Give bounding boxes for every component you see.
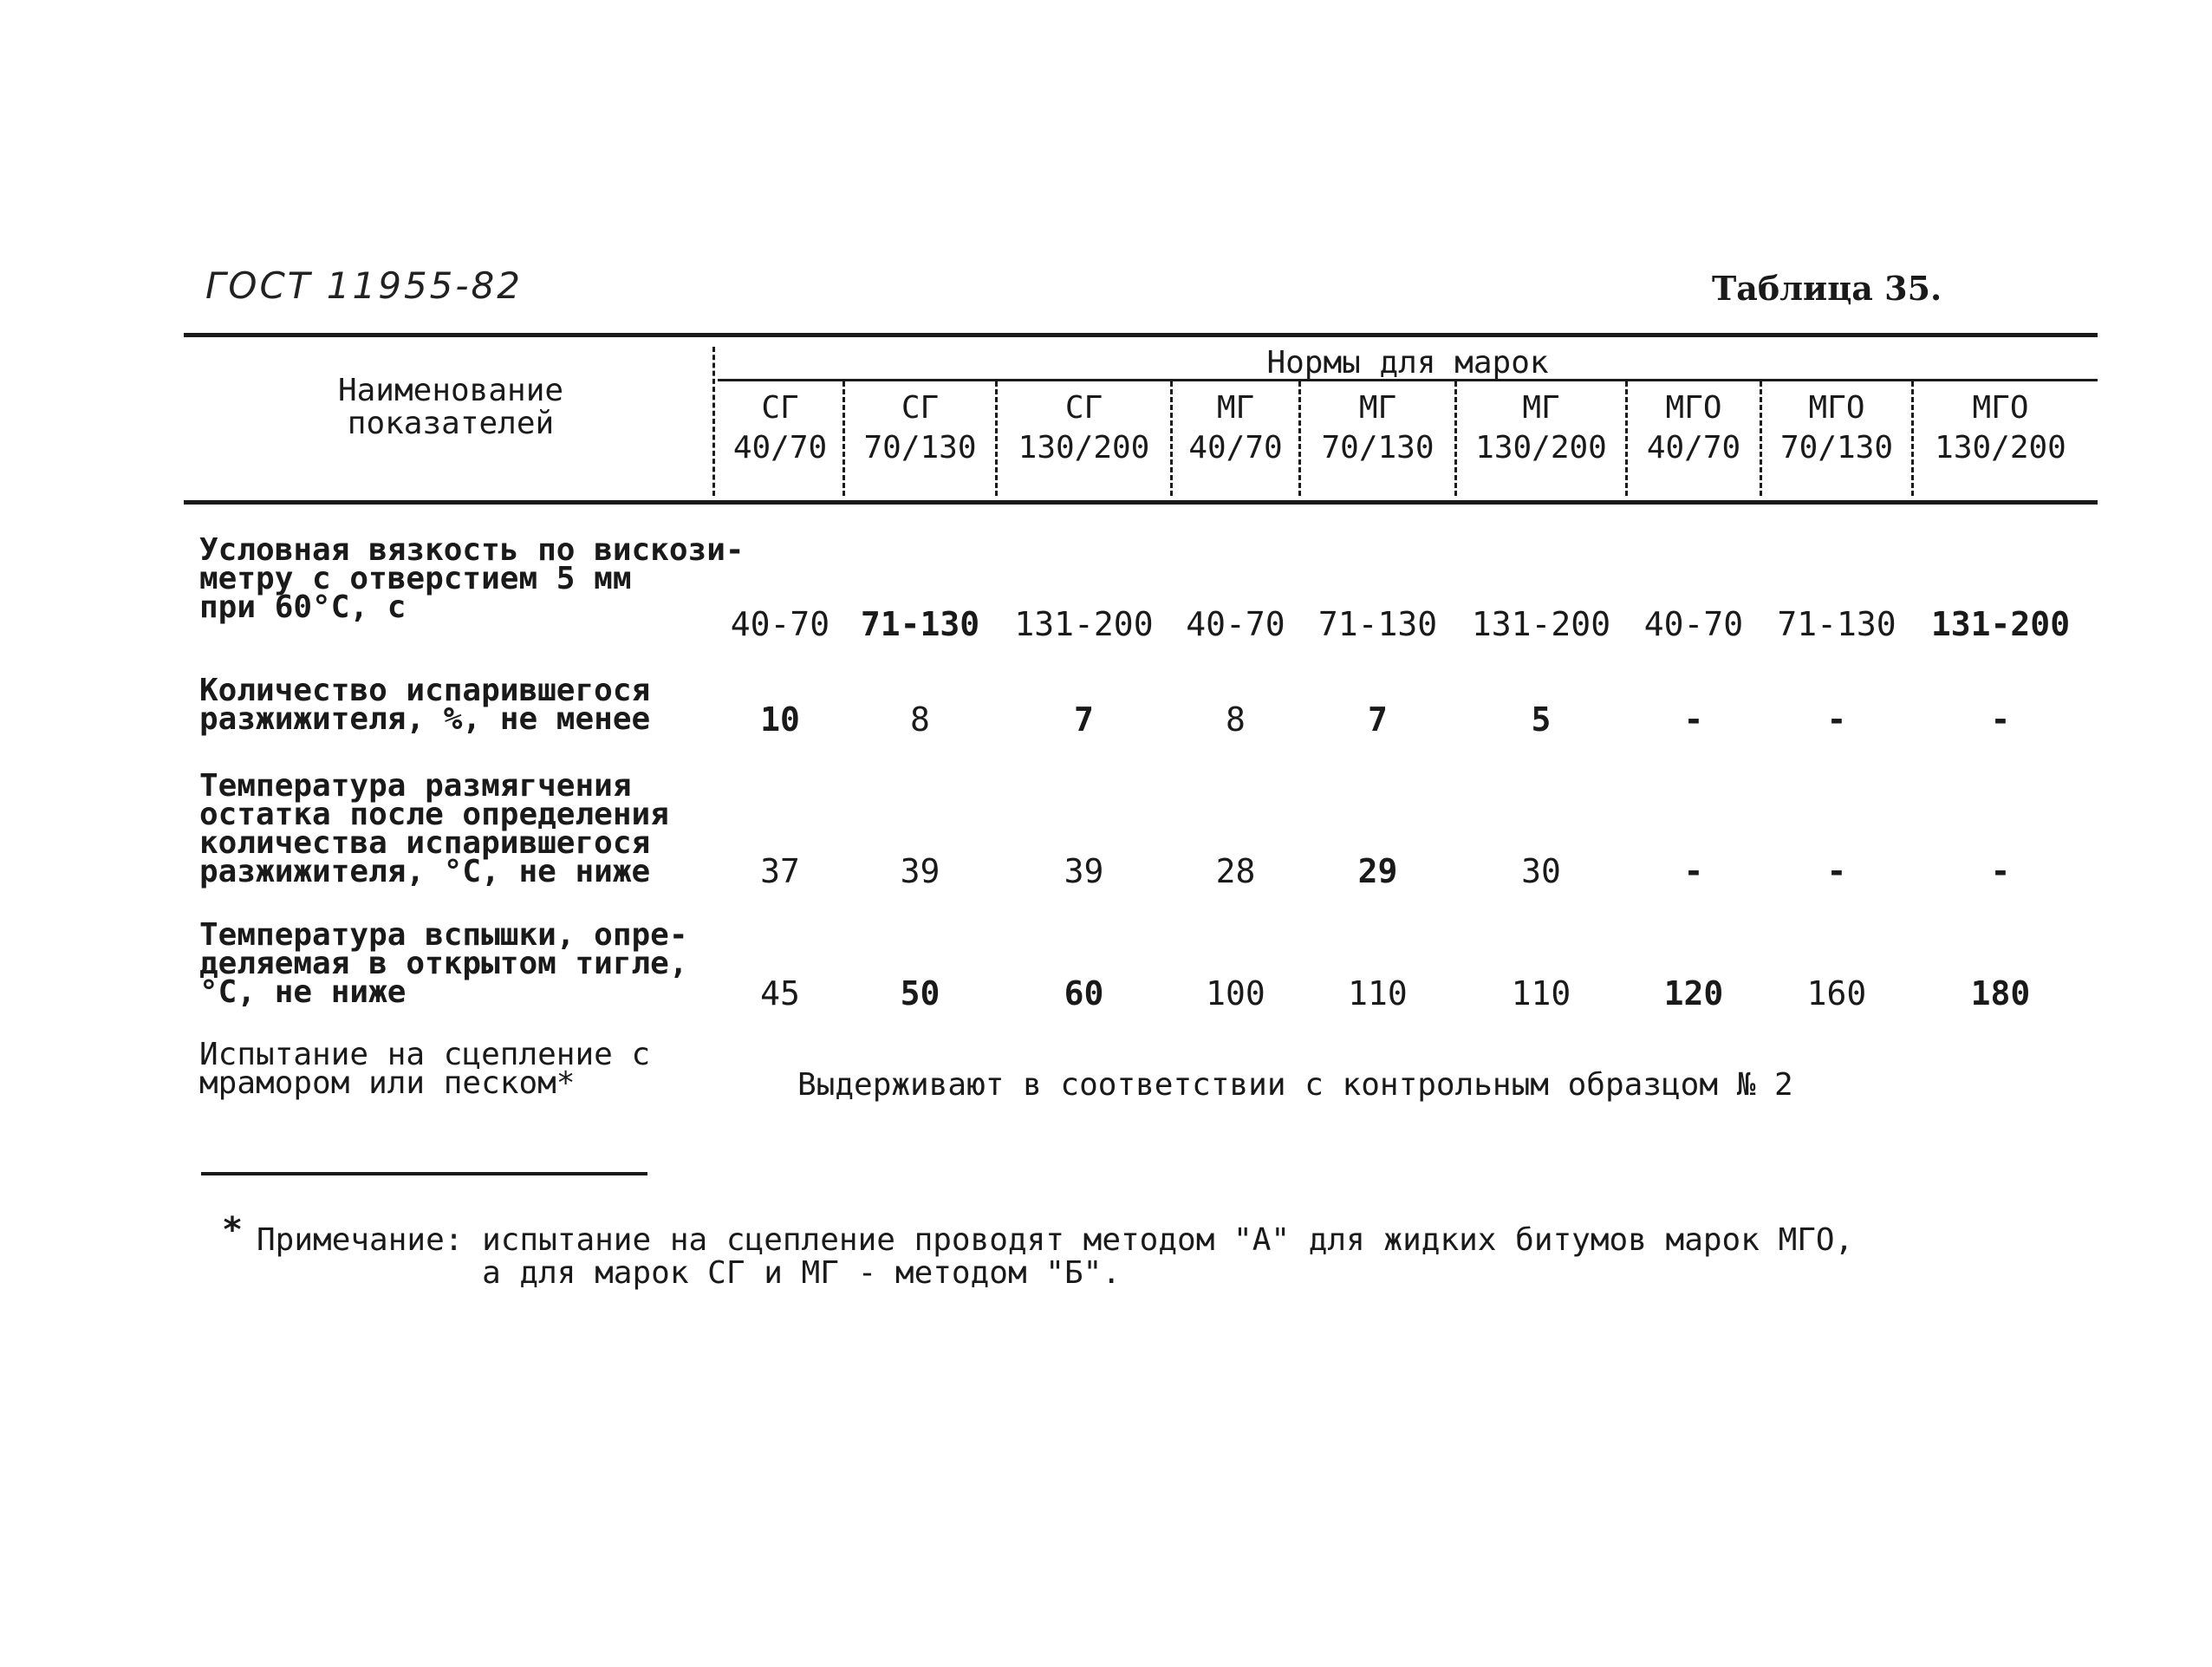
row-label: Температура вспышки, опре- деляемая в открытом тигле, °С, не ниже: [199, 917, 688, 1010]
footnote-text: Примечание: испытание на сцепление проводят методом "А" для жидких битумов марок МГО, а для марок СГ и МГ - методом "Б".: [257, 1222, 1854, 1291]
table-cell: -: [1683, 700, 1704, 739]
row-label: Условная вязкость по вискози- метру с отверстием 5 мм при 60°С, с: [199, 532, 745, 625]
table-cell: 110: [1511, 974, 1571, 1013]
indicator-name-header: Наименование показателей: [337, 373, 564, 441]
table-cell: 110: [1348, 974, 1408, 1013]
table-cell: -: [1826, 700, 1847, 739]
table-cell: 71-130: [860, 605, 980, 643]
document-code: ГОСТ 11955-82: [205, 264, 523, 307]
column-header: СГ 130/200: [1018, 390, 1150, 466]
column-header: МГ 70/130: [1321, 390, 1435, 466]
table-cell: 37: [760, 852, 800, 890]
table-cell: 28: [1215, 852, 1256, 890]
table-cell: 5: [1531, 700, 1552, 739]
norms-header: Нормы для марок: [1266, 345, 1549, 381]
table-cell: 30: [1521, 852, 1561, 890]
table-cell: 45: [760, 974, 800, 1013]
table-cell: -: [1826, 852, 1847, 890]
table-cell: 120: [1663, 974, 1724, 1013]
column-header: СГ 70/130: [863, 390, 977, 466]
table-cell: 40-70: [1186, 605, 1285, 643]
column-header: МГ 40/70: [1188, 390, 1283, 466]
table-cell: 131-200: [1014, 605, 1154, 643]
table-cell: 39: [1064, 852, 1104, 890]
footnote-marker: *: [222, 1210, 244, 1250]
table-top-rule: [184, 333, 2098, 337]
table-cell: 40-70: [1643, 605, 1744, 643]
table-cell: 7: [1368, 700, 1388, 739]
table-cell: 71-130: [1317, 605, 1438, 643]
table-cell: 160: [1806, 974, 1867, 1013]
footnote-separator: [201, 1172, 647, 1175]
table-cell: 40-70: [730, 605, 830, 643]
table-cell: 180: [1970, 974, 2031, 1013]
table-cell: 71-130: [1777, 605, 1896, 643]
table-cell: -: [1990, 700, 2011, 739]
table-cell: 10: [760, 700, 800, 739]
table-cell: 131-200: [1471, 605, 1611, 643]
table-cell: 100: [1206, 974, 1265, 1013]
table-cell: 8: [1226, 700, 1246, 739]
table-cell: 7: [1074, 700, 1094, 739]
column-header: МГО 130/200: [1935, 390, 2066, 466]
column-header: МГО 70/130: [1779, 390, 1894, 466]
table-cell: 8: [910, 700, 930, 739]
header-bottom-rule: [184, 500, 2098, 505]
table-cell: 131-200: [1930, 605, 2071, 643]
table-cell: 39: [900, 852, 940, 890]
column-header: МГО 40/70: [1646, 390, 1741, 466]
table-cell: 50: [900, 974, 940, 1013]
row-label: Испытание на сцепление с мрамором или песком*: [199, 1037, 651, 1101]
column-header: СГ 40/70: [732, 390, 828, 466]
row-label: Температура размягчения остатка после определения количества испарившегося разжижителя, °С, не ниже: [199, 768, 669, 889]
column-header: МГ 130/200: [1475, 390, 1607, 466]
table-cell: 60: [1064, 974, 1104, 1013]
table-cell: -: [1990, 852, 2011, 890]
table-caption: Таблица 35.: [1712, 269, 1942, 308]
merged-cell: Выдерживают в соответствии с контрольным образцом № 2: [797, 1067, 1793, 1103]
table-cell: 29: [1357, 852, 1398, 890]
row-label: Количество испарившегося разжижителя, %, не менее: [199, 673, 651, 737]
column-separator: [712, 347, 715, 496]
table-cell: -: [1683, 852, 1704, 890]
